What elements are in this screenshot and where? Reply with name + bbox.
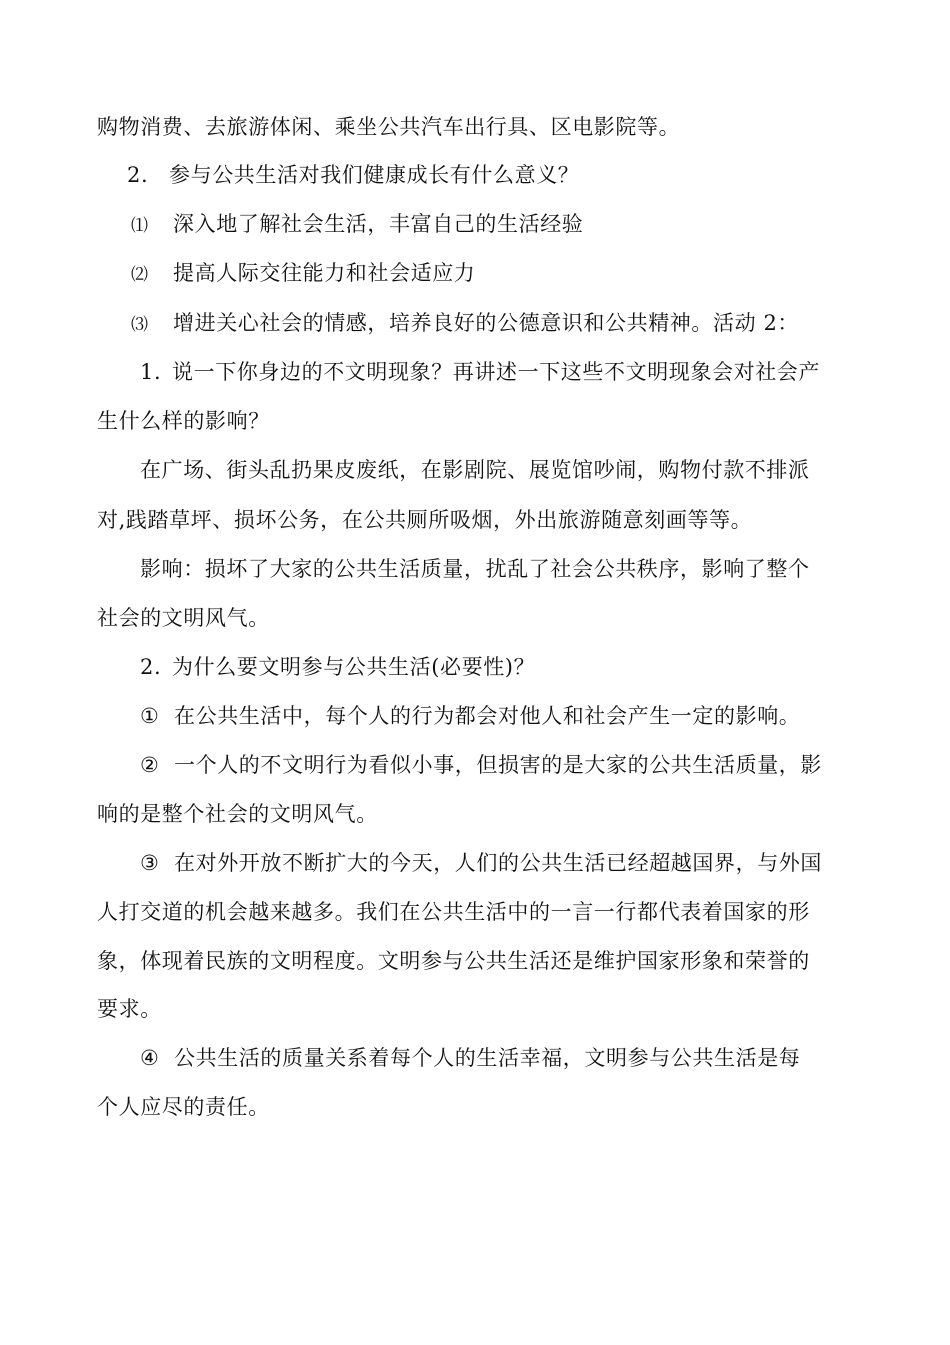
line-text: 参与公共生活对我们健康成长有什么意义？ <box>169 163 580 187</box>
question-heading-1 <box>140 359 820 385</box>
text-line-cont <box>97 408 270 434</box>
line-text: 增进关心社会的情感，培养良好的公德意识和公共精神。活动 2： <box>173 311 800 335</box>
line-text: 生什么样的影响？ <box>97 409 270 433</box>
reason-item-3-cont-1 <box>97 899 810 925</box>
list-item-2 <box>131 260 475 288</box>
line-text: 个人应尽的责任。 <box>97 1095 270 1119</box>
line-text: 公共生活的质量关系着每个人的生活幸福，文明参与公共生活是每 <box>174 1046 801 1070</box>
line-text: 在公共生活中，每个人的行为都会对他人和社会产生一定的影响。 <box>174 704 801 728</box>
reason-item-1 <box>140 703 800 729</box>
line-text: 说一下你身边的不文明现象？再讲述一下这些不文明现象会对社会产 <box>172 360 820 384</box>
line-text: 在对外开放不断扩大的今天，人们的公共生活已经超越国界，与外国 <box>174 851 822 875</box>
paragraph-impact-cont <box>97 605 270 631</box>
line-text: 响的是整个社会的文明风气。 <box>97 802 378 826</box>
reason-item-4 <box>140 1045 800 1071</box>
line-text: 影响：损坏了大家的公共生活质量，扰乱了社会公共秩序，影响了整个 <box>140 557 810 581</box>
item-number: ④ <box>140 1046 160 1070</box>
reason-item-2 <box>140 752 822 778</box>
item-number: 2. <box>127 163 149 187</box>
item-number: ⑴ <box>131 216 149 236</box>
line-text: 人打交道的机会越来越多。我们在公共生活中的一言一行都代表着国家的形 <box>97 900 810 924</box>
line-text: 在广场、街头乱扔果皮废纸，在影剧院、展览馆吵闹，购物付款不排派 <box>140 458 810 482</box>
item-number: ⑵ <box>131 265 149 285</box>
paragraph-examples-cont <box>97 507 752 533</box>
question-heading-2 <box>127 162 579 188</box>
paragraph-examples <box>140 457 810 483</box>
reason-item-3-cont-3 <box>97 996 162 1022</box>
line-text: 提高人际交往能力和社会适应力 <box>173 261 476 285</box>
line-text: 为什么要文明参与公共生活(必要性)？ <box>172 655 536 679</box>
item-number: 2. <box>140 655 162 679</box>
item-number: ③ <box>140 851 160 875</box>
text-line-1 <box>97 114 680 140</box>
question-heading-2b <box>140 654 535 680</box>
line-text: 一个人的不文明行为看似小事，但损害的是大家的公共生活质量，影 <box>174 753 822 777</box>
reason-item-3-cont-2 <box>97 948 810 974</box>
list-item-1 <box>131 211 583 239</box>
reason-item-4-cont <box>97 1094 270 1120</box>
line-text: 购物消费、去旅游体闲、乘坐公共汽车出行具、区电影院等。 <box>97 115 681 139</box>
line-text: 社会的文明风气。 <box>97 606 270 630</box>
line-text: 象，体现着民族的文明程度。文明参与公共生活还是维护国家形象和荣誉的 <box>97 949 810 973</box>
item-number: ① <box>140 704 160 728</box>
item-number: 1. <box>140 360 162 384</box>
reason-item-2-cont <box>97 801 378 827</box>
item-number: ⑶ <box>131 315 149 335</box>
line-text: 对,践踏草坪、损坏公务，在公共厕所吸烟，外出旅游随意刻画等等。 <box>97 508 753 532</box>
paragraph-impact <box>140 556 810 582</box>
list-item-3 <box>131 310 799 338</box>
line-text: 要求。 <box>97 997 162 1021</box>
line-text: 深入地了解社会生活，丰富自己的生活经验 <box>173 212 584 236</box>
item-number: ② <box>140 753 160 777</box>
reason-item-3 <box>140 850 822 876</box>
